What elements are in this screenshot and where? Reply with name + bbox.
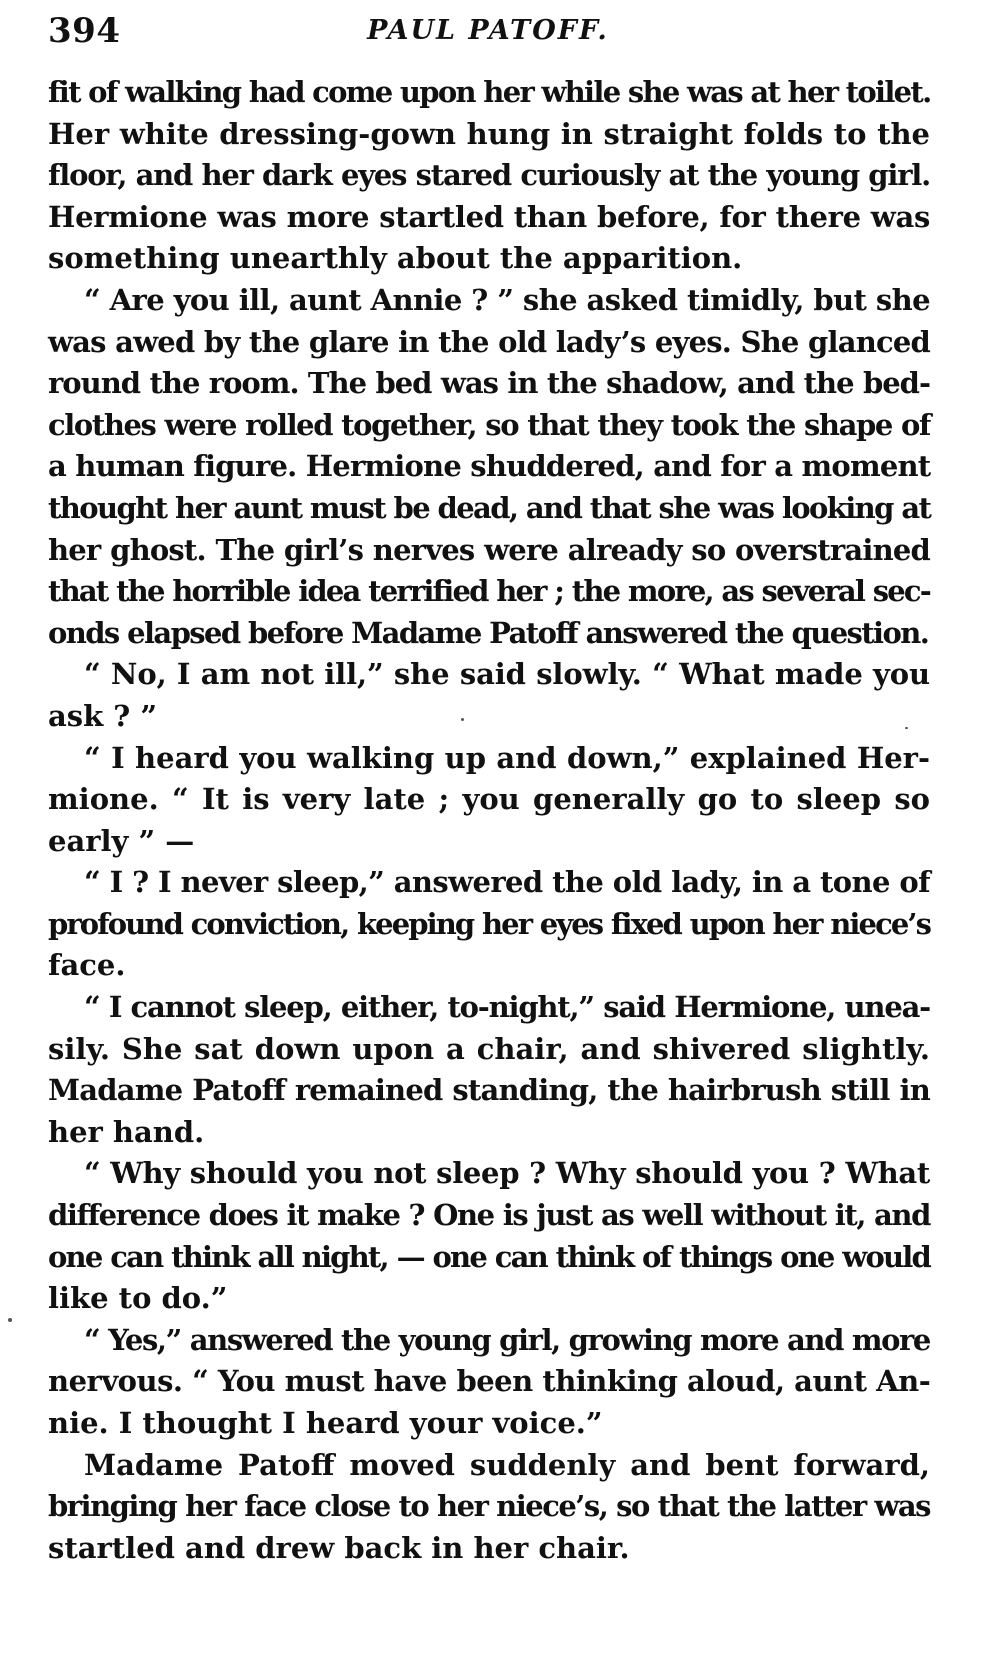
page-header — [48, 8, 928, 54]
text-line: “ I ? I never sleep,” answered the old lady, in a tone of — [84, 865, 930, 900]
text-line: Hermione was more startled than before, for there was — [48, 199, 930, 234]
text-line: was awed by the glare in the old lady’s eyes. She glanced — [48, 324, 930, 359]
text-line: nie. I thought I heard your voice.” — [48, 1406, 603, 1440]
text-line: sily. She sat down upon a chair, and shivered slightly. — [48, 1031, 930, 1066]
running-title: PAUL PATOFF. — [367, 15, 609, 46]
text-line: profound conviction, keeping her eyes fixed upon her niece’s — [48, 906, 930, 941]
text-line: her ghost. The girl’s nerves were already so overstrained — [48, 532, 930, 567]
body-text — [48, 72, 930, 1569]
text-line: difference does it make ? One is just as well without it, and — [48, 1198, 930, 1233]
text-line: her hand. — [48, 1114, 205, 1149]
text-line: a human figure. Hermione shuddered, and for a moment — [48, 449, 931, 484]
text-line: “ Why should you not sleep ? Why should you ? What — [84, 1156, 930, 1191]
print-speck — [461, 718, 464, 721]
text-line: ask ? ” — [48, 698, 158, 733]
text-line: like to do.” — [48, 1281, 228, 1316]
text-line: that the horrible idea terrified her ; the more, as several sec- — [48, 574, 930, 609]
text-line: “ I heard you walking up and down,” explained Her- — [84, 740, 930, 775]
text-line: startled and drew back in her chair. — [48, 1530, 630, 1565]
text-line: floor, and her dark eyes stared curiously at the young girl. — [48, 158, 930, 193]
text-line: onds elapsed before Madame Patoff answered the question. — [48, 615, 929, 650]
text-line: fit of walking had come upon her while she was at her toilet. — [48, 75, 931, 109]
text-line: something unearthly about the apparition. — [48, 241, 743, 276]
text-line: “ Are you ill, aunt Annie ? ” she asked timidly, but she — [84, 282, 930, 317]
text-line: early ” — — [48, 823, 195, 858]
text-line: clothes were rolled together, so that they took the shape of — [48, 407, 930, 442]
page-number: 394 — [48, 11, 121, 51]
text-line: Madame Patoff remained standing, the hairbrush still in — [48, 1073, 930, 1108]
text-line: mione. “ It is very late ; you generally go to sleep so — [48, 782, 930, 817]
text-line: “ No, I am not ill,” she said slowly. “ What made you — [84, 657, 930, 692]
text-line: “ Yes,” answered the young girl, growing more and more — [84, 1322, 930, 1357]
print-speck — [8, 1318, 12, 1322]
text-line: “ I cannot sleep, either, to-night,” said Hermione, unea- — [84, 990, 930, 1025]
text-line: one can think all night, — one can think of things one would — [48, 1239, 930, 1274]
text-line: Her white dressing-gown hung in straight folds to the — [48, 116, 930, 151]
print-speck — [905, 727, 908, 729]
text-line: bringing her face close to her niece’s, so that the latter was — [48, 1489, 930, 1524]
text-line: round the room. The bed was in the shadow, and the bed- — [48, 366, 930, 401]
text-line: Madame Patoff moved suddenly and bent forward, — [84, 1447, 930, 1482]
text-line: nervous. “ You must have been thinking aloud, aunt An- — [48, 1364, 931, 1399]
text-line: thought her aunt must be dead, and that she was looking at — [48, 490, 931, 525]
text-line: face. — [48, 948, 126, 983]
